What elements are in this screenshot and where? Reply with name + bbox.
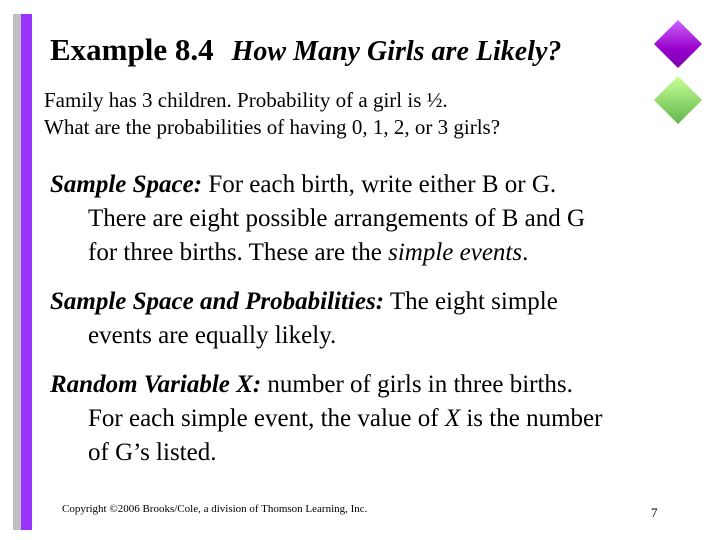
variable-x: X xyxy=(444,405,461,432)
title-main: Example 8.4 xyxy=(50,32,214,67)
random-variable-line-2: For each simple event, the value of xyxy=(88,405,445,432)
intro-line-2: What are the probabilities of having 0, 1, 2, or 3 girls? xyxy=(44,115,501,139)
left-accent-bar-purple xyxy=(21,14,32,530)
sample-space-line-1: For each birth, write either B or G. xyxy=(202,171,557,198)
green-diamond-icon xyxy=(654,76,702,124)
random-variable-line-1: number of girls in three births. xyxy=(261,371,573,398)
random-variable-lead: Random Variable X: xyxy=(50,371,262,398)
copyright-footer: Copyright ©2006 Brooks/Cole, a division of Thomson Learning, Inc. xyxy=(62,503,368,515)
sample-space-line-2: There are eight possible arrangements of B and G xyxy=(88,205,586,232)
sample-probabilities-block xyxy=(50,285,670,353)
sample-space-lead: Sample Space: xyxy=(50,171,203,198)
random-variable-line-2-end: is the number xyxy=(460,405,603,432)
sample-space-block xyxy=(50,168,670,270)
left-accent-bar-gray xyxy=(13,14,21,530)
random-variable-block xyxy=(50,368,670,470)
intro-line-1: Family has 3 children. Probability of a girl is ½. xyxy=(44,88,448,112)
sample-probabilities-line-2: events are equally likely. xyxy=(88,322,337,349)
page-number: 7 xyxy=(651,505,658,520)
intro-text xyxy=(44,87,500,141)
slide-title xyxy=(50,32,561,68)
title-subtitle: How Many Girls are Likely? xyxy=(231,36,562,67)
simple-events-term: simple events xyxy=(388,239,523,266)
sample-probabilities-lead: Sample Space and Probabilities: xyxy=(50,288,385,315)
random-variable-line-3: of G’s listed. xyxy=(88,439,217,466)
sample-space-line-3: for three births. These are the xyxy=(88,239,389,266)
sample-probabilities-line-1: The eight simple xyxy=(384,288,558,315)
purple-diamond-icon xyxy=(654,20,702,68)
sample-space-line-3-end: . xyxy=(522,239,529,266)
